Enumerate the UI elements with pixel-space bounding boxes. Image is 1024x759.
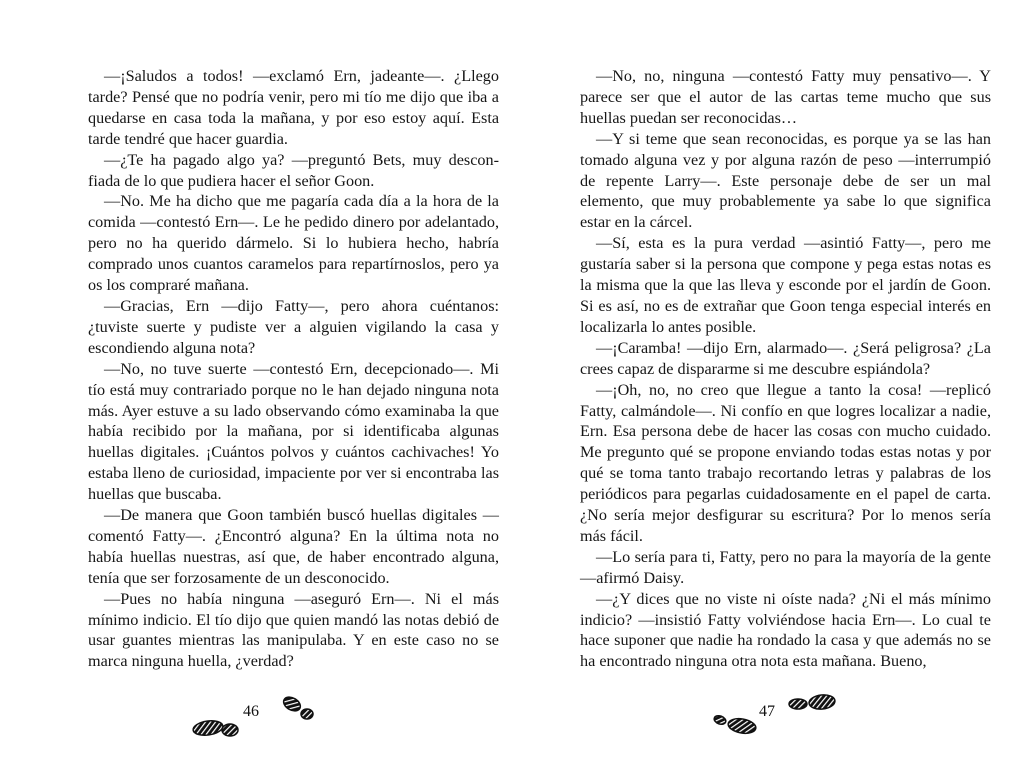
- paragraph: —¿Y dices que no viste ni oíste nada? ¿Ni el más mínimo indicio? —insistió Fatty volviéndose hacia Ern—. Lo cual te hace suponer que nadie ha rondado la casa y que además no se ha encontrado ninguna otra nota esta mañana. Bueno,: [580, 589, 991, 671]
- paragraph: —De manera que Goon también buscó huellas digitales —comentó Fatty—. ¿Encontró alguna? En la última nota no había huellas nuestras, así que, de haber encontrado alguna, tenía que ser forzosamente de un desconocido.: [88, 506, 499, 587]
- right-page-text: [580, 66, 991, 672]
- paragraph: —No, no tuve suerte —contestó Ern, decepcionado—. Mi tío está muy contrariado porque no le han dejado ninguna nota más. Ayer estuve a su lado observando cómo examinaba la que había recibido por la mañana, por si identificaba algunas huellas digitales. ¡Cuántos polvos y cuántos cachivaches! Yo estaba lleno de curiosidad, impaciente por ver si encontraba las huellas que buscaba.: [88, 359, 499, 504]
- page-number: 47: [759, 703, 775, 720]
- paragraph: —Sí, esta es la pura verdad —asintió Fatty—, pero me gustaría saber si la persona que compone y pega estas notas es la misma que la que las lleva y esconde por el jardín de Goon. Si es así, no es de extrañar que Goon tenga especial interés en localizarla lo antes posible.: [580, 234, 991, 336]
- paragraph: —Y si teme que sean reconocidas, es porque ya se las han tomado alguna vez y por alguna razón de peso —interrumpió de repente Larry—. Este personaje debe de ser un mal elemento, que muy probablemente ya sabe lo que significa estar en la cárcel.: [580, 129, 991, 232]
- paragraph: —Lo sería para ti, Fatty, pero no para la mayoría de la gente —afirmó Daisy.: [580, 547, 991, 587]
- paragraph: —¡Saludos a todos! —exclamó Ern, jadeante—. ¿Llego tarde? Pensé que no podría venir, pero mi tío me dijo que iba a quedarse en casa toda la mañana, y por eso estoy aquí. Esta tarde tendré que hacer guardia.: [88, 67, 499, 148]
- paragraph: —Gracias, Ern —dijo Fatty—, pero ahora cuéntanos: ¿tuviste suerte y pudiste ver a alguien vigilando la casa y escondiendo alguna nota?: [88, 296, 499, 357]
- footprints-icon: [712, 692, 842, 742]
- paragraph: —No. Me ha dicho que me pagaría cada día a la hora de la comida —contestó Ern—. Le he pedido dinero por adelantado, pero no ha querido dármelo. Si lo hubiera hecho, habría comprado unos cuantos caramelos para repartírnoslos, pero ya os los compraré mañana.: [88, 192, 499, 295]
- paragraph: —¡Caramba! —dijo Ern, alarmado—. ¿Será peligrosa? ¿La crees capaz de dispararme si me descubre espiándola?: [580, 338, 991, 378]
- footprint-sole: [789, 694, 836, 711]
- footprint-sole: [192, 719, 238, 737]
- footprint-sole: [281, 694, 313, 719]
- footprint-sole: [713, 714, 757, 735]
- left-page-text: [88, 66, 499, 672]
- paragraph: —Pues no había ninguna —aseguró Ern—. Ni el más mínimo indicio. El tío dijo que quien mandó las notas debió de usar guantes mientras las manipulaba. Y en este caso no se marca ninguna huella, ¿verdad?: [88, 589, 499, 671]
- paragraph: —No, no, ninguna —contestó Fatty muy pensativo—. Y parece ser que el autor de las cartas teme mucho que sus huellas puedan ser reconocidas…: [580, 67, 991, 127]
- page-number: 46: [243, 703, 259, 720]
- paragraph: —¡Oh, no, no creo que llegue a tanto la cosa! —replicó Fatty, calmándole—. Ni confío en que logres localizar a nadie, Ern. Esa persona debe de hacer las cosas con mucho cuidado. Me pregunto qué se propone enviando todas estas notas y por qué se toma tanto trabajo recortando letras y palabras de los periódicos para pegarlas cuidadosamente en el papel de carta. ¿No sería mejor desfigurar su escritura? Por lo menos sería más fácil.: [580, 380, 991, 545]
- paragraph: —¿Te ha pagado algo ya? —preguntó Bets, muy desconfiada de lo que pudiera hacer el señor Goon.: [88, 150, 499, 190]
